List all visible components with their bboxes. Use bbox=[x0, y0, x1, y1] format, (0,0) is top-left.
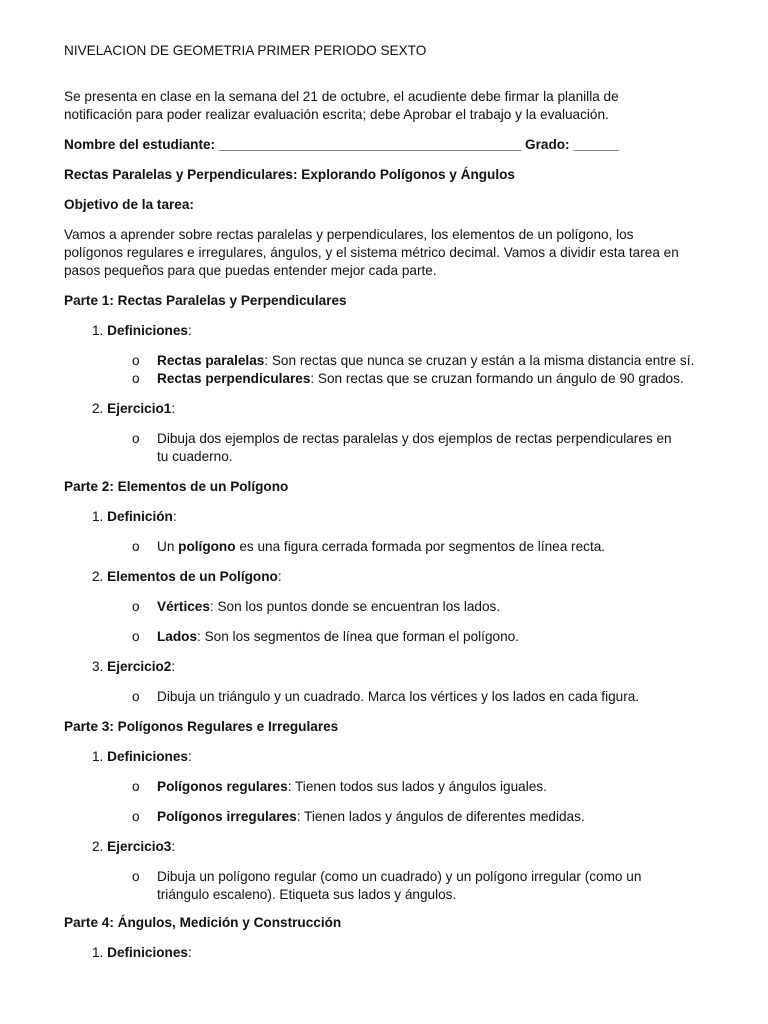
item-suffix: : bbox=[171, 401, 176, 416]
document-title: NIVELACION DE GEOMETRIA PRIMER PERIODO SEXTO bbox=[64, 43, 427, 58]
part2-def bbox=[157, 538, 605, 556]
bullet-icon: o bbox=[132, 353, 140, 368]
term-text: : Tienen todos sus lados y ángulos iguales. bbox=[287, 779, 547, 794]
item-label: Definición bbox=[107, 509, 173, 524]
objective-line-3: pasos pequeños para que puedas entender mejor cada parte. bbox=[64, 263, 437, 278]
part2-el2 bbox=[157, 628, 519, 646]
item-label: Elementos de un Polígono bbox=[107, 569, 278, 584]
part1-item2 bbox=[92, 400, 175, 418]
part3-item1 bbox=[92, 748, 192, 766]
item-label: Ejercicio3 bbox=[107, 839, 172, 854]
item-label: Ejercicio2 bbox=[107, 659, 172, 674]
item-suffix: : bbox=[277, 569, 282, 584]
part2-item2 bbox=[92, 568, 282, 586]
item-label: Definiciones bbox=[107, 749, 188, 764]
objective-line-1: Vamos a aprender sobre rectas paralelas y perpendiculares, los elementos de un polígono, los bbox=[64, 227, 634, 242]
bullet-icon: o bbox=[132, 431, 140, 446]
part3-exercise-line-1: Dibuja un polígono regular (como un cuadrado) y un polígono irregular (como un bbox=[157, 869, 642, 884]
term: Rectas paralelas bbox=[157, 353, 265, 368]
list-number: 1. bbox=[92, 749, 104, 764]
list-number: 1. bbox=[92, 945, 104, 960]
term: Lados bbox=[157, 629, 198, 644]
part4-heading: Parte 4: Ángulos, Medición y Construcción bbox=[64, 915, 342, 930]
list-number: 2. bbox=[92, 569, 104, 584]
term: Rectas perpendiculares bbox=[157, 371, 311, 386]
term-text: : Tienen lados y ángulos de diferentes medidas. bbox=[296, 809, 585, 824]
list-number: 1. bbox=[92, 509, 104, 524]
part3-heading: Parte 3: Polígonos Regulares e Irregulares bbox=[64, 719, 339, 734]
part3-item2 bbox=[92, 838, 175, 856]
task-title: Rectas Paralelas y Perpendiculares: Explorando Polígonos y Ángulos bbox=[64, 167, 515, 182]
term: Polígonos irregulares bbox=[157, 809, 297, 824]
part1-item1 bbox=[92, 322, 192, 340]
bullet-icon: o bbox=[132, 689, 140, 704]
term: Polígonos regulares bbox=[157, 779, 288, 794]
student-line bbox=[64, 136, 619, 154]
part3-exercise-line-2: triángulo escaleno). Etiqueta sus lados y ángulos. bbox=[157, 887, 457, 902]
item-suffix: : bbox=[171, 839, 176, 854]
term: Vértices bbox=[157, 599, 210, 614]
item-suffix: : bbox=[187, 323, 192, 338]
objective-heading: Objetivo de la tarea: bbox=[64, 197, 194, 212]
part2-heading: Parte 2: Elementos de un Polígono bbox=[64, 479, 289, 494]
list-number: 3. bbox=[92, 659, 104, 674]
intro-line-2: notificación para poder realizar evaluación escrita; debe Aprobar el trabajo y la evaluación. bbox=[64, 107, 609, 122]
term-text: : Son rectas que nunca se cruzan y están a la misma distancia entre sí. bbox=[264, 353, 695, 368]
student-name-field[interactable]: Nombre del estudiante: ________________________________________ bbox=[64, 137, 522, 152]
bullet-icon: o bbox=[132, 539, 140, 554]
def-pre: Un bbox=[157, 539, 179, 554]
item-label: Definiciones bbox=[107, 945, 188, 960]
item-label: Ejercicio1 bbox=[107, 401, 172, 416]
item-label: Definiciones bbox=[107, 323, 188, 338]
list-number: 2. bbox=[92, 401, 104, 416]
bullet-icon: o bbox=[132, 629, 140, 644]
intro-line-1: Se presenta en clase en la semana del 21 de octubre, el acudiente debe firmar la planilla de bbox=[64, 89, 619, 104]
term: polígono bbox=[178, 539, 236, 554]
item-suffix: : bbox=[187, 749, 192, 764]
part2-el1 bbox=[157, 598, 500, 616]
bullet-icon: o bbox=[132, 371, 140, 386]
part2-item1 bbox=[92, 508, 177, 526]
bullet-icon: o bbox=[132, 779, 140, 794]
item-suffix: : bbox=[171, 659, 176, 674]
part1-heading: Parte 1: Rectas Paralelas y Perpendiculares bbox=[64, 293, 347, 308]
bullet-icon: o bbox=[132, 809, 140, 824]
part1-def1 bbox=[157, 352, 694, 370]
bullet-icon: o bbox=[132, 869, 140, 884]
part4-item1 bbox=[92, 944, 192, 962]
term-text: : Son los segmentos de línea que forman el polígono. bbox=[197, 629, 519, 644]
term-text: : Son los puntos donde se encuentran los lados. bbox=[209, 599, 501, 614]
list-number: 1. bbox=[92, 323, 104, 338]
list-number: 2. bbox=[92, 839, 104, 854]
part2-item3 bbox=[92, 658, 175, 676]
item-suffix: : bbox=[187, 945, 192, 960]
bullet-icon: o bbox=[132, 599, 140, 614]
part2-exercise-line-1: Dibuja un triángulo y un cuadrado. Marca los vértices y los lados en cada figura. bbox=[157, 689, 640, 704]
grade-field[interactable]: Grado: ______ bbox=[525, 137, 619, 152]
item-suffix: : bbox=[172, 509, 177, 524]
part3-def2 bbox=[157, 808, 585, 826]
part1-exercise-line-1: Dibuja dos ejemplos de rectas paralelas y dos ejemplos de rectas perpendiculares en bbox=[157, 431, 672, 446]
part1-def2 bbox=[157, 370, 684, 388]
objective-line-2: polígonos regulares e irregulares, ángulos, y el sistema métrico decimal. Vamos a dividir esta tarea en bbox=[64, 245, 679, 260]
part1-exercise-line-2: tu cuaderno. bbox=[157, 449, 233, 464]
part3-def1 bbox=[157, 778, 547, 796]
term-text: es una figura cerrada formada por segmentos de línea recta. bbox=[235, 539, 606, 554]
term-text: : Son rectas que se cruzan formando un ángulo de 90 grados. bbox=[310, 371, 684, 386]
